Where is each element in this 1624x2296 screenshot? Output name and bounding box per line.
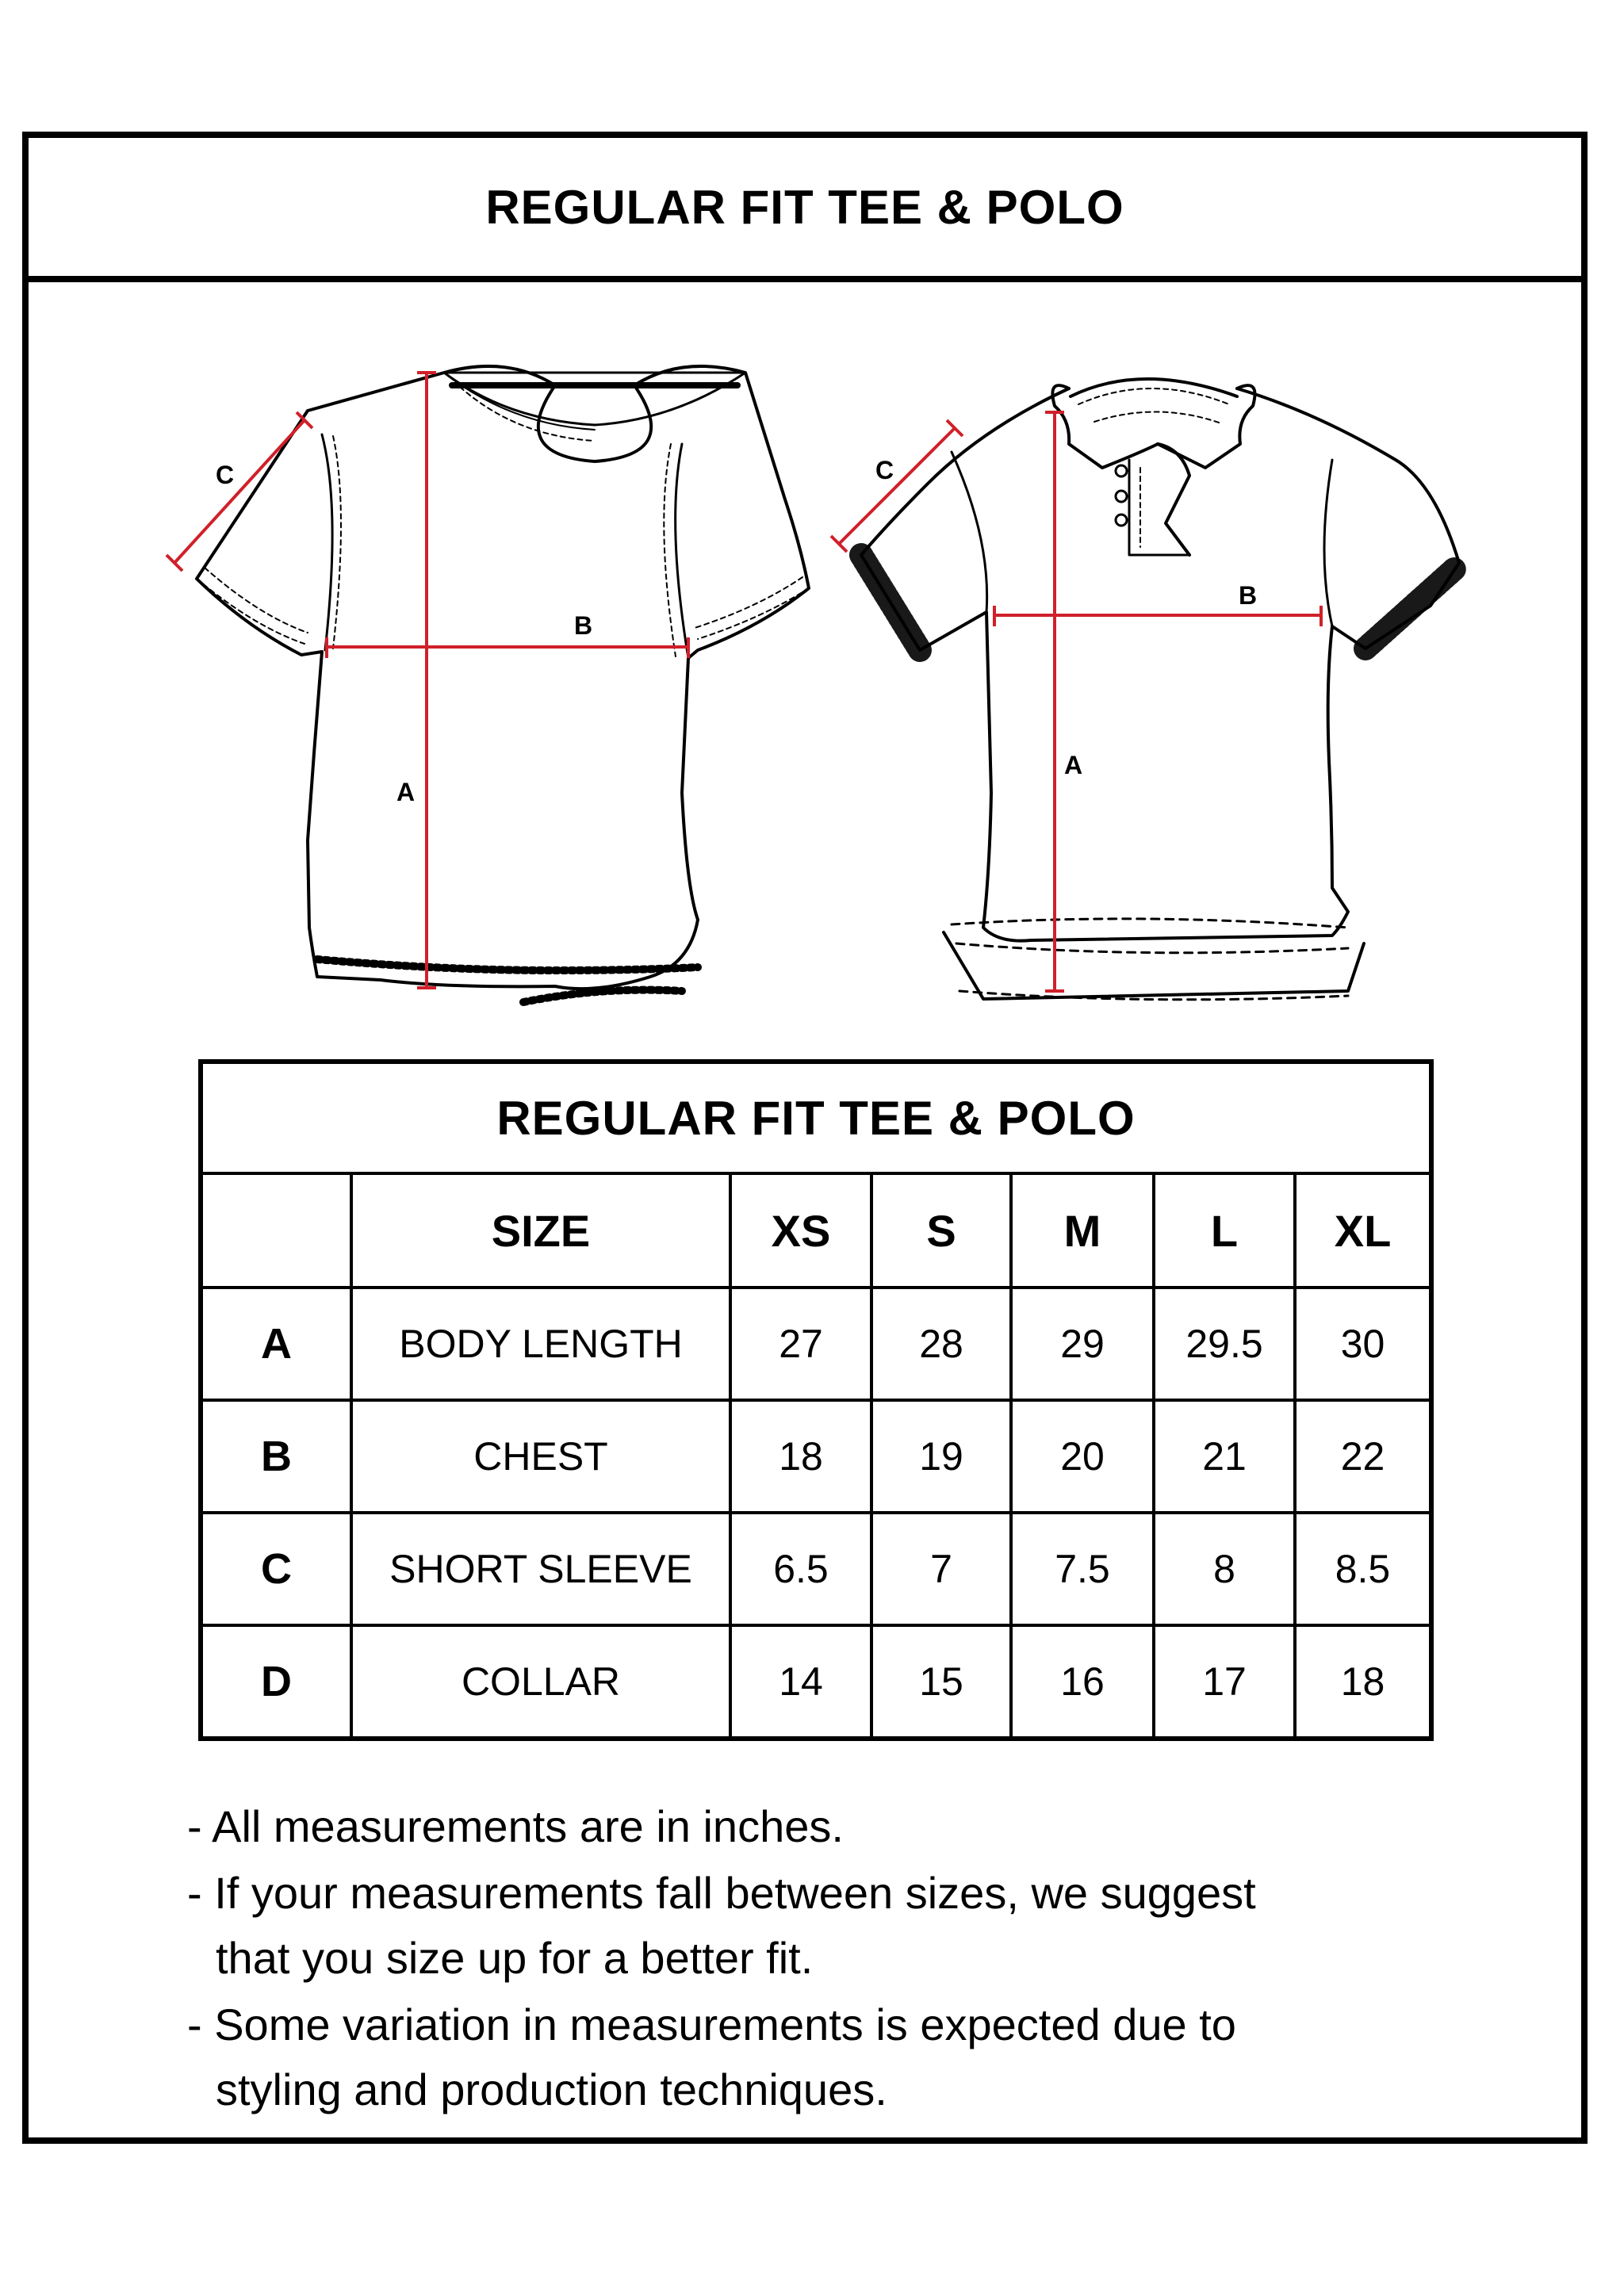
note-units: - All measurements are in inches. — [187, 1801, 844, 1851]
table-cell: 7.5 — [1011, 1513, 1154, 1625]
note-between-sizes: - If your measurements fall between sizes, we suggest — [187, 1868, 1256, 1918]
note-between-sizes-cont: that you size up for a better fit. — [216, 1933, 814, 1983]
table-row — [201, 1400, 1431, 1513]
table-cell: 29 — [1011, 1288, 1154, 1400]
header-l: L — [1154, 1173, 1295, 1288]
header-s: S — [871, 1173, 1011, 1288]
header-xs: XS — [730, 1173, 871, 1288]
table-row — [201, 1288, 1431, 1400]
polo-label-b: B — [1239, 581, 1258, 610]
row-letter: A — [201, 1288, 351, 1400]
polo-label-a: A — [1064, 751, 1083, 779]
table-cell: 14 — [730, 1625, 871, 1739]
table-cell: 22 — [1295, 1400, 1431, 1513]
header-size: SIZE — [351, 1173, 730, 1288]
table-cell: 21 — [1154, 1400, 1295, 1513]
row-letter: C — [201, 1513, 351, 1625]
table-header-row — [201, 1173, 1431, 1288]
table-cell: 29.5 — [1154, 1288, 1295, 1400]
header-xl: XL — [1295, 1173, 1431, 1288]
table-cell: 15 — [871, 1625, 1011, 1739]
table-cell: 7 — [871, 1513, 1011, 1625]
row-label: SHORT SLEEVE — [351, 1513, 730, 1625]
header-m: M — [1011, 1173, 1154, 1288]
table-cell: 27 — [730, 1288, 871, 1400]
note-variation-cont: styling and production techniques. — [216, 2064, 887, 2114]
table-cell: 28 — [871, 1288, 1011, 1400]
header-box — [22, 132, 1588, 282]
row-letter: B — [201, 1400, 351, 1513]
note-variation: - Some variation in measurements is expected due to — [187, 1999, 1236, 2049]
table-cell: 6.5 — [730, 1513, 871, 1625]
table-cell: 19 — [871, 1400, 1011, 1513]
header-blank-cell — [201, 1173, 351, 1288]
table-cell: 8.5 — [1295, 1513, 1431, 1625]
size-table — [198, 1059, 1434, 1741]
table-row — [201, 1513, 1431, 1625]
row-label: BODY LENGTH — [351, 1288, 730, 1400]
row-letter: D — [201, 1625, 351, 1739]
table-caption-row — [201, 1062, 1431, 1173]
table-cell: 16 — [1011, 1625, 1154, 1739]
tee-label-c: C — [216, 461, 235, 489]
row-label: COLLAR — [351, 1625, 730, 1739]
table-cell: 8 — [1154, 1513, 1295, 1625]
row-label: CHEST — [351, 1400, 730, 1513]
page-title: REGULAR FIT TEE & POLO — [485, 180, 1124, 234]
size-chart — [198, 1059, 1429, 1730]
polo-label-c: C — [875, 456, 894, 484]
notes-section — [187, 1793, 1456, 2123]
tee-label-b: B — [574, 611, 593, 640]
table-cell: 18 — [730, 1400, 871, 1513]
table-cell: 17 — [1154, 1625, 1295, 1739]
table-row — [201, 1625, 1431, 1739]
tee-label-a: A — [396, 778, 416, 806]
table-cell: 18 — [1295, 1625, 1431, 1739]
table-cell: 20 — [1011, 1400, 1154, 1513]
table-caption: REGULAR FIT TEE & POLO — [201, 1062, 1431, 1173]
table-cell: 30 — [1295, 1288, 1431, 1400]
